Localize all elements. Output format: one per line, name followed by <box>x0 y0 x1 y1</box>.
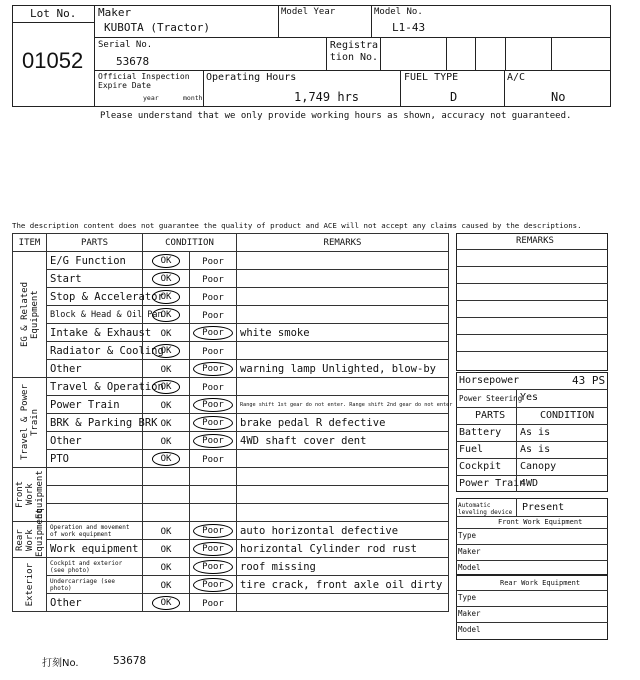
poor-option: Poor <box>202 256 224 267</box>
ok-cell <box>143 594 190 612</box>
poor-cell <box>190 306 237 324</box>
poor-cell <box>190 450 237 468</box>
model-no-value: L1-43 <box>392 21 426 34</box>
model-no-label: Model No. <box>374 7 423 17</box>
poor-option: Poor <box>193 398 233 412</box>
poor-option: Poor <box>193 416 233 430</box>
ok-option: OK <box>160 400 172 411</box>
ok-option: OK <box>160 418 172 429</box>
poor-cell <box>190 594 237 612</box>
remark <box>237 306 449 324</box>
poor-option: Poor <box>193 542 233 556</box>
ok-option: OK <box>152 308 181 322</box>
item-header: ITEM <box>13 234 47 252</box>
registration-label: Registration No. <box>329 40 379 63</box>
ok-cell <box>143 396 190 414</box>
table-row <box>13 324 449 342</box>
remark: Range shift 1st gear do not enter. Range shift 2nd gear do not enter <box>237 396 449 414</box>
hours-value: 1,749 hrs <box>294 90 360 104</box>
part-name: Intake & Exhaust <box>47 324 143 342</box>
poor-option: Poor <box>193 578 233 592</box>
poor-cell <box>190 270 237 288</box>
poor-cell <box>190 432 237 450</box>
remark <box>237 252 449 270</box>
poor-option: Poor <box>202 292 224 303</box>
table-row <box>13 540 449 558</box>
remark <box>237 450 449 468</box>
front-maker-label: Maker <box>458 547 481 556</box>
part-name: Power Train <box>47 396 143 414</box>
remark <box>237 378 449 396</box>
lot-number: 01052 <box>22 48 84 73</box>
table-row <box>13 468 449 486</box>
fuel-value: D <box>450 90 458 104</box>
remark: horizontal Cylinder rod rust <box>237 540 449 558</box>
remarks-header: REMARKS <box>237 234 449 252</box>
spec-part-value: As is <box>520 427 551 438</box>
rear-equipment-title: Rear Work Equipment <box>500 579 581 587</box>
ok-cell <box>143 270 190 288</box>
right-remarks-header: REMARKS <box>516 236 554 246</box>
ok-option: OK <box>160 526 172 537</box>
remark <box>237 594 449 612</box>
part-name: Undercarriage (see photo) <box>47 576 143 594</box>
spec-part-label: Cockpit <box>459 461 502 472</box>
part-name: Stop & Accelerator <box>47 288 143 306</box>
group-label-front: Front Work Equipment <box>13 468 47 522</box>
group-label-exterior: Exterior <box>13 558 47 612</box>
steering-value: Yes <box>520 392 539 403</box>
ok-cell <box>143 252 190 270</box>
stamp-value: 53678 <box>113 654 147 667</box>
part-name: Start <box>47 270 143 288</box>
poor-cell <box>190 342 237 360</box>
poor-option: Poor <box>193 560 233 574</box>
maker-value: KUBOTA (Tractor) <box>104 21 210 34</box>
table-row <box>13 432 449 450</box>
ok-cell <box>143 576 190 594</box>
front-model-label: Model <box>458 563 481 572</box>
ok-option: OK <box>152 272 181 286</box>
ok-option: OK <box>160 580 172 591</box>
table-row <box>13 270 449 288</box>
ok-option: OK <box>160 364 172 375</box>
rear-type-label: Type <box>458 593 477 602</box>
table-row <box>13 396 449 414</box>
group-label-eg: EG & Related Equipment <box>13 252 47 378</box>
poor-cell <box>190 360 237 378</box>
part-name: Operation and movement of work equipment <box>47 522 143 540</box>
remark: roof missing <box>237 558 449 576</box>
poor-cell <box>190 540 237 558</box>
part-name: Block & Head & Oil Pan <box>47 306 143 324</box>
remark <box>237 270 449 288</box>
table-row <box>13 558 449 576</box>
spec-part-label: Battery <box>459 427 502 438</box>
fuel-label: FUEL TYPE <box>404 72 459 83</box>
poor-cell <box>190 414 237 432</box>
steering-label: Power Steering <box>459 394 523 403</box>
spec-part-value: 4WD <box>520 478 539 489</box>
remark <box>237 342 449 360</box>
hours-notice: Please understand that we only provide working hours as shown, accuracy not guaranteed. <box>100 111 572 121</box>
poor-cell <box>190 576 237 594</box>
table-row <box>13 576 449 594</box>
ok-cell <box>143 468 190 486</box>
part-name: Other <box>47 432 143 450</box>
poor-cell <box>190 522 237 540</box>
table-row <box>13 414 449 432</box>
poor-option: Poor <box>202 346 224 357</box>
lot-label: Lot No. <box>30 7 77 20</box>
remark: tire crack, front axle oil dirty <box>237 576 449 594</box>
table-row <box>13 522 449 540</box>
ok-cell <box>143 432 190 450</box>
ok-cell <box>143 486 190 504</box>
part-name <box>47 486 143 504</box>
part-name: Other <box>47 360 143 378</box>
condition-table <box>12 233 453 612</box>
part-name: PTO <box>47 450 143 468</box>
hours-label: Operating Hours <box>206 72 297 83</box>
part-name: Radiator & Cooling <box>47 342 143 360</box>
ac-value: No <box>551 90 566 104</box>
condition-header: CONDITION <box>143 234 237 252</box>
poor-option: Poor <box>193 326 233 340</box>
table-row <box>13 252 449 270</box>
inspection-label: Official Inspection Expire Date <box>98 72 190 90</box>
model-year-label: Model Year <box>281 7 336 17</box>
horsepower-value: 43 PS <box>572 374 606 387</box>
ok-option: OK <box>160 436 172 447</box>
ok-option: OK <box>160 328 172 339</box>
part-name: Travel & Operation <box>47 378 143 396</box>
spec-parts-header: PARTS <box>475 410 506 421</box>
table-row <box>13 288 449 306</box>
parts-header: PARTS <box>47 234 143 252</box>
disclaimer: The description content does not guarantee the quality of product and ACE will not accept any claims caused by the descriptions. <box>12 221 582 230</box>
table-row <box>13 360 449 378</box>
poor-option: Poor <box>193 362 233 376</box>
spec-part-value: As is <box>520 444 551 455</box>
poor-option: Poor <box>202 454 224 465</box>
ok-cell <box>143 360 190 378</box>
maker-label: Maker <box>98 6 132 19</box>
ok-option: OK <box>152 380 181 394</box>
front-type-label: Type <box>458 531 477 540</box>
remark <box>237 504 449 522</box>
poor-option: Poor <box>202 382 224 393</box>
ok-cell <box>143 558 190 576</box>
remark: brake pedal R defective <box>237 414 449 432</box>
part-name: Cockpit and exterior (see photo) <box>47 558 143 576</box>
group-label-travel: Travel & Power Train <box>13 378 47 468</box>
ok-option: OK <box>152 344 181 358</box>
table-row <box>13 378 449 396</box>
poor-cell <box>190 378 237 396</box>
poor-cell <box>190 252 237 270</box>
spec-part-label: Power Train <box>459 478 526 489</box>
front-equipment-title: Front Work Equipment <box>498 518 583 526</box>
part-name: Other <box>47 594 143 612</box>
spec-part-value: Canopy <box>520 461 557 472</box>
ok-option: OK <box>152 452 181 466</box>
part-name: E/G Function <box>47 252 143 270</box>
leveling-label: Automatic leveling device <box>458 502 513 516</box>
spec-condition-header: CONDITION <box>540 410 595 421</box>
ac-label: A/C <box>507 72 526 83</box>
poor-cell <box>190 288 237 306</box>
remark: warning lamp Unlighted, blow-by <box>237 360 449 378</box>
part-name: BRK & Parking BRK <box>47 414 143 432</box>
serial-value: 53678 <box>116 55 150 68</box>
remark: white smoke <box>237 324 449 342</box>
part-name <box>47 504 143 522</box>
ok-cell <box>143 522 190 540</box>
ok-option: OK <box>152 596 181 610</box>
poor-option: Poor <box>202 598 224 609</box>
table-row <box>13 504 449 522</box>
poor-cell <box>190 504 237 522</box>
ok-option: OK <box>152 254 181 268</box>
remark: auto horizontal defective <box>237 522 449 540</box>
part-name <box>47 468 143 486</box>
poor-cell <box>190 486 237 504</box>
remark <box>237 486 449 504</box>
remark <box>237 468 449 486</box>
poor-cell <box>190 324 237 342</box>
remark: 4WD shaft cover dent <box>237 432 449 450</box>
remark <box>237 288 449 306</box>
table-row <box>13 450 449 468</box>
serial-label: Serial No. <box>98 40 153 50</box>
group-label-rear: Rear Work Equipment <box>14 507 45 557</box>
table-row <box>13 342 449 360</box>
ok-option: OK <box>160 544 172 555</box>
ok-cell <box>143 504 190 522</box>
stamp-label: 打刻No. <box>42 658 79 669</box>
spec-part-label: Fuel <box>459 444 484 455</box>
poor-cell <box>190 396 237 414</box>
rear-maker-label: Maker <box>458 609 481 618</box>
rear-model-label: Model <box>458 625 481 634</box>
ok-cell <box>143 540 190 558</box>
poor-option: Poor <box>202 274 224 285</box>
poor-option: Poor <box>202 310 224 321</box>
ok-option: OK <box>152 290 181 304</box>
table-row <box>13 594 449 612</box>
table-row <box>13 486 449 504</box>
ok-option: OK <box>160 562 172 573</box>
month-label: month <box>183 94 203 102</box>
poor-option: Poor <box>193 524 233 538</box>
leveling-value: Present <box>522 502 565 513</box>
poor-cell <box>190 558 237 576</box>
ok-cell <box>143 450 190 468</box>
poor-option: Poor <box>193 434 233 448</box>
poor-cell <box>190 468 237 486</box>
part-name: Work equipment <box>47 540 143 558</box>
horsepower-label: Horsepower <box>459 375 520 386</box>
year-label: year <box>143 94 159 102</box>
table-row <box>13 306 449 324</box>
